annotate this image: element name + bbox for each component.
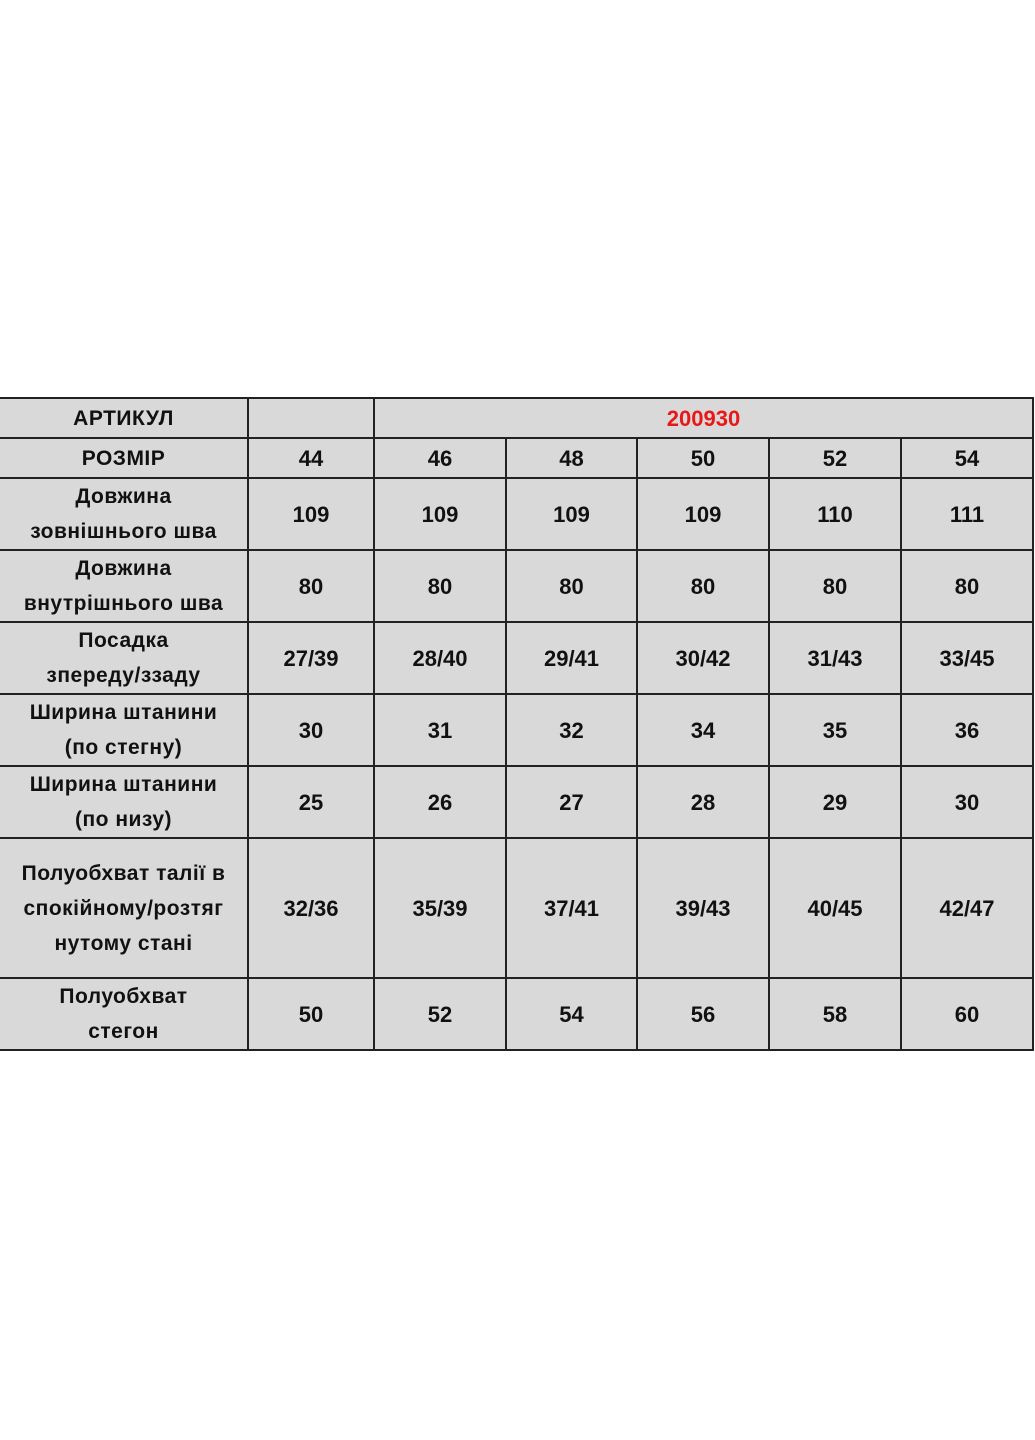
value-cell: 29/41 bbox=[506, 622, 637, 694]
value-cell: 50 bbox=[248, 978, 374, 1050]
value-cell: 58 bbox=[769, 978, 901, 1050]
article-row bbox=[0, 398, 1033, 438]
measurement-row-hips bbox=[0, 978, 1033, 1050]
value-cell: 54 bbox=[506, 978, 637, 1050]
measurement-row-hem-width bbox=[0, 766, 1033, 838]
value-cell: 34 bbox=[637, 694, 769, 766]
value-cell: 28 bbox=[637, 766, 769, 838]
row-label: Ширина штанини (по низу) bbox=[0, 766, 248, 838]
measurement-row-rise bbox=[0, 622, 1033, 694]
size-cell: 54 bbox=[901, 438, 1033, 478]
value-cell: 29 bbox=[769, 766, 901, 838]
measurement-row-thigh-width bbox=[0, 694, 1033, 766]
value-cell: 32/36 bbox=[248, 838, 374, 978]
value-cell: 42/47 bbox=[901, 838, 1033, 978]
value-cell: 109 bbox=[248, 478, 374, 550]
value-cell: 80 bbox=[637, 550, 769, 622]
value-cell: 80 bbox=[374, 550, 506, 622]
row-label: Полуобхват стегон bbox=[0, 978, 248, 1050]
value-cell: 30 bbox=[901, 766, 1033, 838]
value-cell: 27 bbox=[506, 766, 637, 838]
measurement-row-waist bbox=[0, 838, 1033, 978]
value-cell: 36 bbox=[901, 694, 1033, 766]
value-cell: 30/42 bbox=[637, 622, 769, 694]
value-cell: 33/45 bbox=[901, 622, 1033, 694]
value-cell: 80 bbox=[506, 550, 637, 622]
value-cell: 32 bbox=[506, 694, 637, 766]
value-cell: 25 bbox=[248, 766, 374, 838]
value-cell: 28/40 bbox=[374, 622, 506, 694]
row-label: Полуобхват талії в спокійному/розтяг нутому стані bbox=[0, 838, 248, 978]
size-label: РОЗМІР bbox=[0, 438, 248, 478]
row-label: Ширина штанини (по стегну) bbox=[0, 694, 248, 766]
article-label: АРТИКУЛ bbox=[0, 398, 248, 438]
article-blank-cell bbox=[248, 398, 374, 438]
value-cell: 40/45 bbox=[769, 838, 901, 978]
size-chart-table bbox=[0, 397, 1034, 1051]
value-cell: 30 bbox=[248, 694, 374, 766]
value-cell: 27/39 bbox=[248, 622, 374, 694]
value-cell: 35 bbox=[769, 694, 901, 766]
value-cell: 37/41 bbox=[506, 838, 637, 978]
value-cell: 109 bbox=[506, 478, 637, 550]
size-row bbox=[0, 438, 1033, 478]
size-cell: 48 bbox=[506, 438, 637, 478]
value-cell: 109 bbox=[374, 478, 506, 550]
value-cell: 111 bbox=[901, 478, 1033, 550]
size-cell: 46 bbox=[374, 438, 506, 478]
article-value: 200930 bbox=[374, 398, 1033, 438]
value-cell: 31 bbox=[374, 694, 506, 766]
value-cell: 80 bbox=[248, 550, 374, 622]
value-cell: 35/39 bbox=[374, 838, 506, 978]
measurement-row-outer-seam bbox=[0, 478, 1033, 550]
value-cell: 39/43 bbox=[637, 838, 769, 978]
row-label: Довжина зовнішнього шва bbox=[0, 478, 248, 550]
value-cell: 52 bbox=[374, 978, 506, 1050]
value-cell: 80 bbox=[901, 550, 1033, 622]
size-cell: 50 bbox=[637, 438, 769, 478]
value-cell: 80 bbox=[769, 550, 901, 622]
value-cell: 109 bbox=[637, 478, 769, 550]
value-cell: 31/43 bbox=[769, 622, 901, 694]
size-cell: 52 bbox=[769, 438, 901, 478]
size-cell: 44 bbox=[248, 438, 374, 478]
value-cell: 110 bbox=[769, 478, 901, 550]
row-label: Довжина внутрішнього шва bbox=[0, 550, 248, 622]
value-cell: 56 bbox=[637, 978, 769, 1050]
row-label: Посадка зпереду/ззаду bbox=[0, 622, 248, 694]
value-cell: 60 bbox=[901, 978, 1033, 1050]
measurement-row-inner-seam bbox=[0, 550, 1033, 622]
value-cell: 26 bbox=[374, 766, 506, 838]
